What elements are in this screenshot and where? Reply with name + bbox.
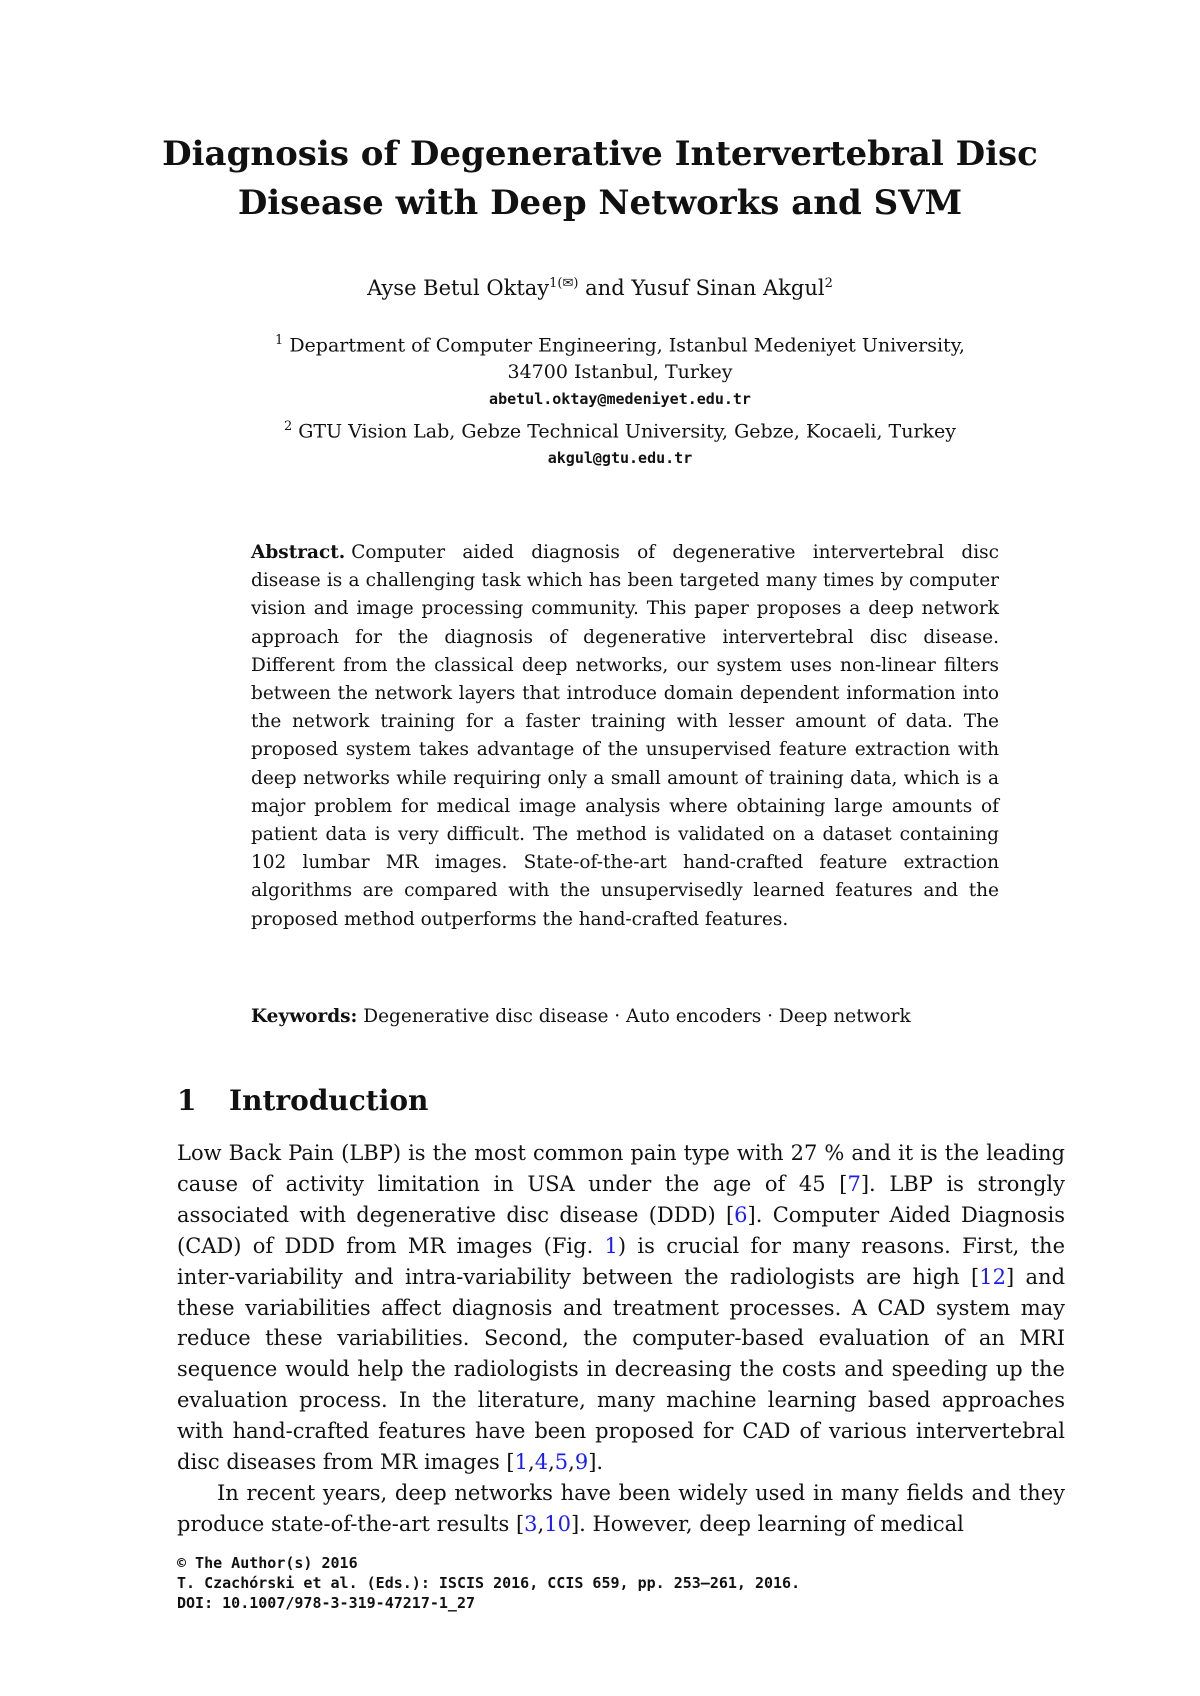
author-1-affiliation-mark: 1(✉) bbox=[549, 276, 579, 291]
footer-proceedings: T. Czachórski et al. (Eds.): ISCIS 2016, CCIS 659, pp. 253–261, 2016. bbox=[177, 1574, 801, 1592]
citation-link[interactable]: 3 bbox=[524, 1511, 538, 1536]
citation-link[interactable]: 9 bbox=[574, 1450, 589, 1475]
author-2: Yusuf Sinan Akgul bbox=[631, 276, 825, 300]
section-number: 1 bbox=[177, 1084, 197, 1117]
introduction-body bbox=[177, 1138, 1065, 1540]
footer-copyright-block bbox=[177, 1553, 800, 1613]
paragraph-1-text: ]. LBP is strongly associated with degenerative disc disease (DDD) [ bbox=[177, 1171, 1065, 1227]
keywords bbox=[251, 1006, 999, 1027]
affiliation-2-number: 2 bbox=[283, 419, 293, 434]
affiliation-1-number: 1 bbox=[275, 333, 284, 348]
section-title: Introduction bbox=[229, 1084, 429, 1117]
abstract bbox=[251, 539, 999, 934]
citation-link[interactable]: 5 bbox=[554, 1450, 569, 1475]
affiliation-2-line-1: GTU Vision Lab, Gebze Technical University, Gebze, Kocaeli, Turkey bbox=[298, 420, 957, 443]
paragraph-2-text: In recent years, deep networks have been widely used in many fields and they produce state-of-the-art results [ bbox=[177, 1480, 1065, 1536]
citation-link[interactable]: 6 bbox=[734, 1202, 748, 1227]
paragraph-1: Low Back Pain (LBP) is the most common pain type with 27 % and it is the leading cause of activity limitation in USA under the age of 45 [7]. LBP is strongly associated with degenerative disc disease (DDD) [6]. Computer Aided Diagnosis (CAD) of DDD from MR images (Fig. 1) is crucial for many reasons. First, the inter-variability and intra-variability between the radiologists are high [12] and these variabilities affect diagnosis and treatment processes. A CAD system may reduce these variabilities. Second, the computer-based evaluation of an MRI sequence would help the radiologists in decreasing the costs and speeding up the evaluation process. In the literature, many machine learning based approaches with hand-crafted features have been proposed for CAD of various intervertebral disc diseases from MR images [1,4,5,9]. bbox=[177, 1141, 1066, 1475]
footer-copyright: © The Author(s) 2016 bbox=[177, 1554, 358, 1572]
citation-link[interactable]: 1 bbox=[514, 1450, 528, 1475]
title-line-2: Disease with Deep Networks and SVM bbox=[237, 183, 963, 223]
affiliation-1 bbox=[240, 327, 1000, 413]
affiliation-1-line-1: Department of Computer Engineering, Istanbul Medeniyet University, bbox=[289, 334, 965, 357]
abstract-text: Computer aided diagnosis of degenerative intervertebral disc disease is a challenging task which has been targeted many times by computer vision and image processing community. This paper proposes a deep network approach for the diagnosis of degenerative intervertebral disc disease. Different from the classical deep networks, our system uses non-linear filters between the network layers that introduce domain dependent information into the network training for a faster training with lesser amount of data. The proposed system takes advantage of the unsupervised feature extraction with deep networks while requiring only a small amount of training data, which is a major problem for medical image analysis where obtaining large amounts of patient data is very difficult. The method is validated on a dataset containing 102 lumbar MR images. State-of-the-art hand-crafted feature extraction algorithms are compared with the unsupervisedly learned features and the proposed method outperforms the hand-crafted features. bbox=[251, 542, 999, 930]
figure-link[interactable]: 1 bbox=[604, 1233, 618, 1258]
paragraph-1-text: ]. bbox=[588, 1450, 604, 1475]
author-list bbox=[0, 276, 1200, 300]
paragraph-2-text: ]. However, deep learning of medical bbox=[570, 1511, 964, 1536]
affiliation-1-line-2: 34700 Istanbul, Turkey bbox=[507, 361, 733, 384]
affiliation-2-email[interactable]: akgul@gtu.edu.tr bbox=[547, 449, 693, 468]
paragraph-1-text: ) is crucial for many reasons. First, the inter-variability and intra-variability between the radiologists are high [ bbox=[177, 1233, 1065, 1289]
paper-title bbox=[0, 130, 1200, 228]
author-1: Ayse Betul Oktay bbox=[367, 276, 550, 300]
paragraph-1-text: ]. Computer Aided Diagnosis (CAD) of DDD from MR images (Fig. bbox=[177, 1202, 1065, 1258]
affiliation-1-email[interactable]: abetul.oktay@medeniyet.edu.tr bbox=[489, 390, 751, 409]
paragraph-1-text: Low Back Pain (LBP) is the most common pain type with 27 % and it is the leading cause of activity limitation in USA under the age of 45 [ bbox=[177, 1141, 1065, 1196]
citation-link[interactable]: 12 bbox=[979, 1264, 1006, 1289]
citation-link[interactable]: 7 bbox=[847, 1171, 861, 1196]
affiliation-2 bbox=[240, 413, 1000, 472]
citation-link[interactable]: 10 bbox=[544, 1511, 571, 1536]
abstract-label: Abstract. bbox=[251, 542, 346, 563]
footer-doi: DOI: 10.1007/978-3-319-47217-1_27 bbox=[177, 1594, 476, 1612]
keywords-text: Degenerative disc disease · Auto encoders · Deep network bbox=[363, 1006, 911, 1027]
author-2-affiliation-mark: 2 bbox=[824, 276, 833, 291]
section-heading-introduction bbox=[177, 1084, 428, 1117]
keywords-label: Keywords: bbox=[251, 1006, 358, 1027]
title-line-1: Diagnosis of Degenerative Intervertebral Disc bbox=[162, 134, 1038, 174]
citation-link[interactable]: 4 bbox=[534, 1450, 549, 1475]
author-conjunction: and bbox=[585, 276, 625, 300]
paragraph-2: In recent years, deep networks have been widely used in many fields and they produce state-of-the-art results [3,10]. However, deep learning of medical bbox=[177, 1480, 1065, 1536]
paragraph-1-text: ] and these variabilities affect diagnosis and treatment processes. A CAD system may reduce these variabilities. Second, the computer-based evaluation of an MRI sequence would help the radiologists in decreasing the costs and speeding up the evaluation process. In the literature, many machine learning based approaches with hand-crafted features have been proposed for CAD of various intervertebral disc diseases from MR images [ bbox=[177, 1264, 1066, 1475]
